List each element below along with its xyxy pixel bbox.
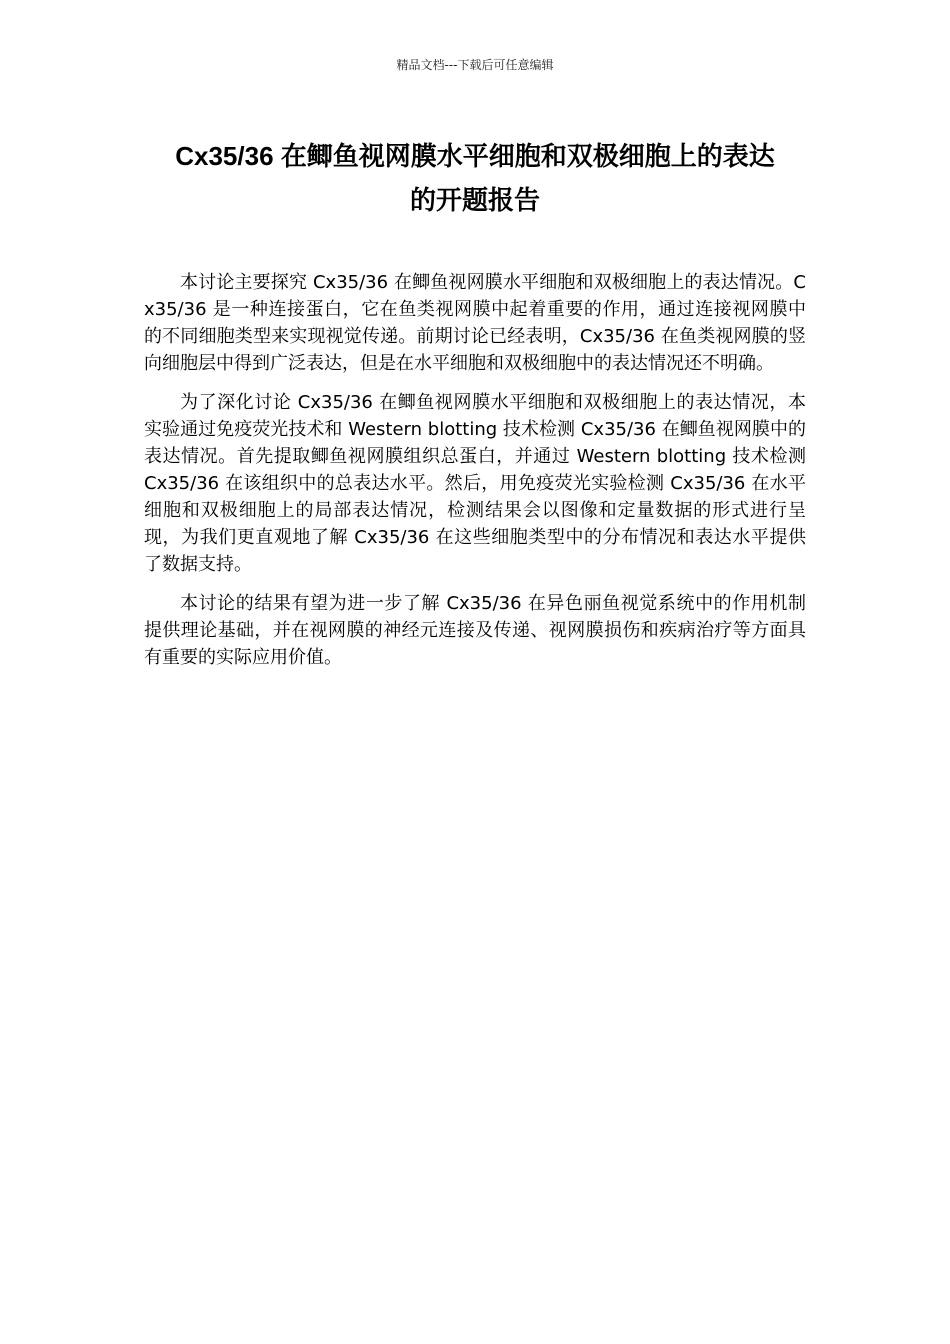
title-line-2: 的开题报告: [409, 185, 540, 215]
page-header: 精品文档---下载后可任意编辑: [396, 58, 554, 72]
paragraph-3: 本讨论的结果有望为进一步了解 Cx35/36 在异色丽鱼视觉系统中的作用机制提供理论基础，并在视网膜的神经元连接及传递、视网膜损伤和疾病治疗等方面具有重要的实际应用价值。: [144, 593, 806, 668]
paragraph-1: 本讨论主要探究 Cx35/36 在鲫鱼视网膜水平细胞和双极细胞上的表达情况。Cx35/36 是一种连接蛋白，它在鱼类视网膜中起着重要的作用，通过连接视网膜中的不同细胞类型来实现视觉传递。前期讨论已经表明，Cx35/36 在鱼类视网膜的竖向细胞层中得到广泛表达，但是在水平细胞和双极细胞中的表达情况还不明确。: [144, 272, 806, 374]
title-line-1: Cx35/36 在鲫鱼视网膜水平细胞和双极细胞上的表达: [175, 141, 775, 171]
document-title: [140, 134, 810, 222]
document-body: [144, 269, 806, 683]
paragraph-2: 为了深化讨论 Cx35/36 在鲫鱼视网膜水平细胞和双极细胞上的表达情况，本实验通过免疫荧光技术和 Western blotting 技术检测 Cx35/36 在鲫鱼视网膜中的表达情况。首先提取鲫鱼视网膜组织总蛋白，并通过 Western blotting 技术检测 Cx35/36 在该组织中的总表达水平。然后，用免疫荧光实验检测 Cx35/36 在水平细胞和双极细胞上的局部表达情况，检测结果会以图像和定量数据的形式进行呈现，为我们更直观地了解 Cx35/36 在这些细胞类型中的分布情况和表达水平提供了数据支持。: [144, 392, 806, 575]
